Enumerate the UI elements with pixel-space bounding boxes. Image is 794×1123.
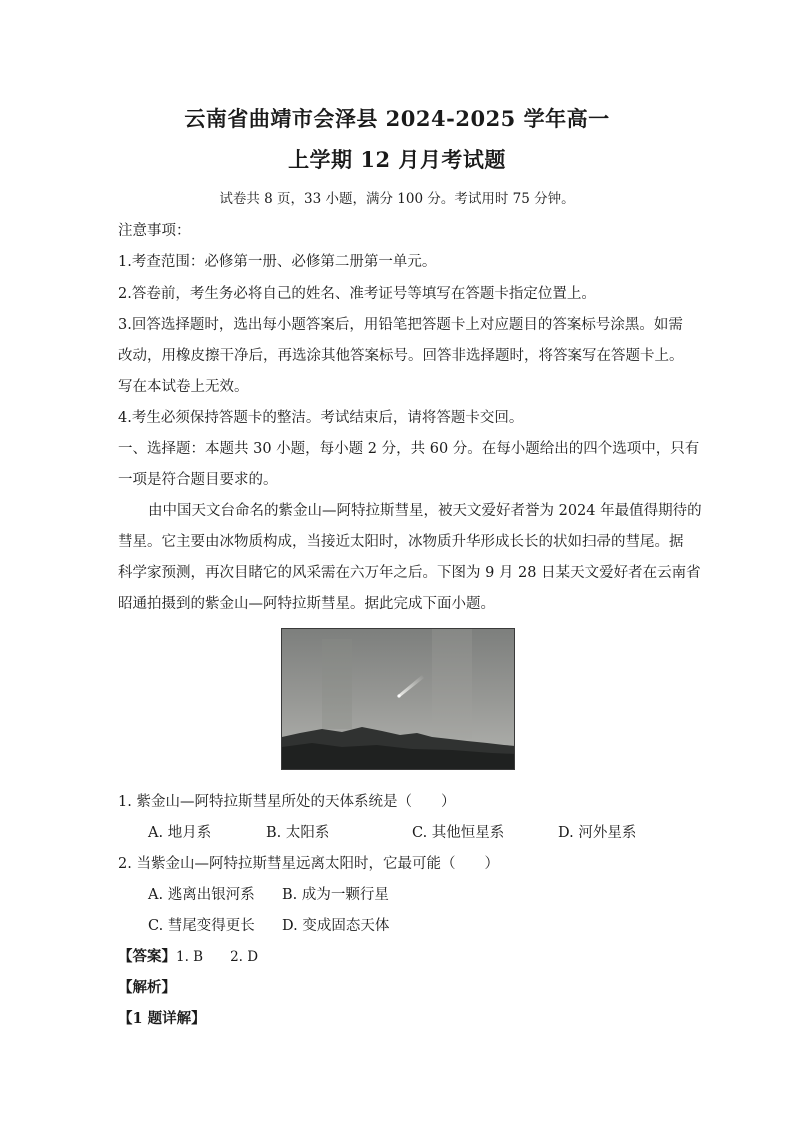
detail-heading: 【1 题详解】 [118,1010,206,1027]
notes-item-1: 1.考查范围：必修第一册、必修第二册第一单元。 [118,254,437,270]
section1-line1: 一、选择题：本题共 30 小题，每小题 2 分，共 60 分。在每小题给出的四个选项中，只有 [118,441,700,457]
question-2-option-c: C. 彗尾变得更长 [148,918,255,934]
passage-line3: 科学家预测，再次目睹它的风采需在六万年之后。下图为 9 月 28 日某天文爱好者在云南省 [118,565,701,581]
passage-line1: 由中国天文台命名的紫金山—阿特拉斯彗星，被天文爱好者誉为 2024 年最值得期待的 [148,503,702,519]
question-1-option-a: A. 地月系 [148,825,212,841]
notes-item-3-line3: 写在本试卷上无效。 [118,379,249,395]
question-1-option-d: D. 河外星系 [558,825,637,841]
exam-subtitle: 试卷共 8 页，33 小题，满分 100 分。考试用时 75 分钟。 [219,191,575,207]
answer-value: 1. B 2. D [176,949,259,965]
question-2-option-d: D. 变成固态天体 [282,918,390,934]
notes-item-2: 2.答卷前，考生务必将自己的姓名、准考证号等填写在答题卡指定位置上。 [118,286,596,302]
question-1-option-b: B. 太阳系 [266,825,330,841]
passage-line4: 昭通拍摄到的紫金山—阿特拉斯彗星。据此完成下面小题。 [118,596,495,612]
comet-photo-image [282,629,515,770]
answer-label: 【答案】 [118,948,176,965]
question-2-stem: 2. 当紫金山—阿特拉斯彗星远离太阳时，它最可能（ ） [118,856,499,872]
analysis-heading: 【解析】 [118,979,176,996]
answer-line [118,945,258,966]
comet-photo [281,628,515,770]
notes-item-4: 4.考生必须保持答题卡的整洁。考试结束后，请将答题卡交回。 [118,410,524,426]
question-1-stem: 1. 紫金山—阿特拉斯彗星所处的天体系统是（ ） [118,794,456,810]
question-2-option-a: A. 逃离出银河系 [148,887,255,903]
section1-line2: 一项是符合题目要求的。 [118,472,278,488]
notes-item-3-line2: 改动，用橡皮擦干净后，再选涂其他答案标号。回答非选择题时，将答案写在答题卡上。 [118,348,684,364]
exam-title-line2: 上学期 12 月月考试题 [288,147,506,172]
notes-heading: 注意事项： [118,223,191,239]
question-1-option-c: C. 其他恒星系 [412,825,505,841]
exam-title-line1: 云南省曲靖市会泽县 2024-2025 学年高一 [184,106,610,131]
passage-line2: 彗星。它主要由冰物质构成，当接近太阳时，冰物质升华形成长长的状如扫帚的彗尾。据 [118,534,684,550]
question-2-option-b: B. 成为一颗行星 [282,887,389,903]
notes-item-3-line1: 3.回答选择题时，选出每小题答案后，用铅笔把答题卡上对应题目的答案标号涂黑。如需 [118,317,683,333]
